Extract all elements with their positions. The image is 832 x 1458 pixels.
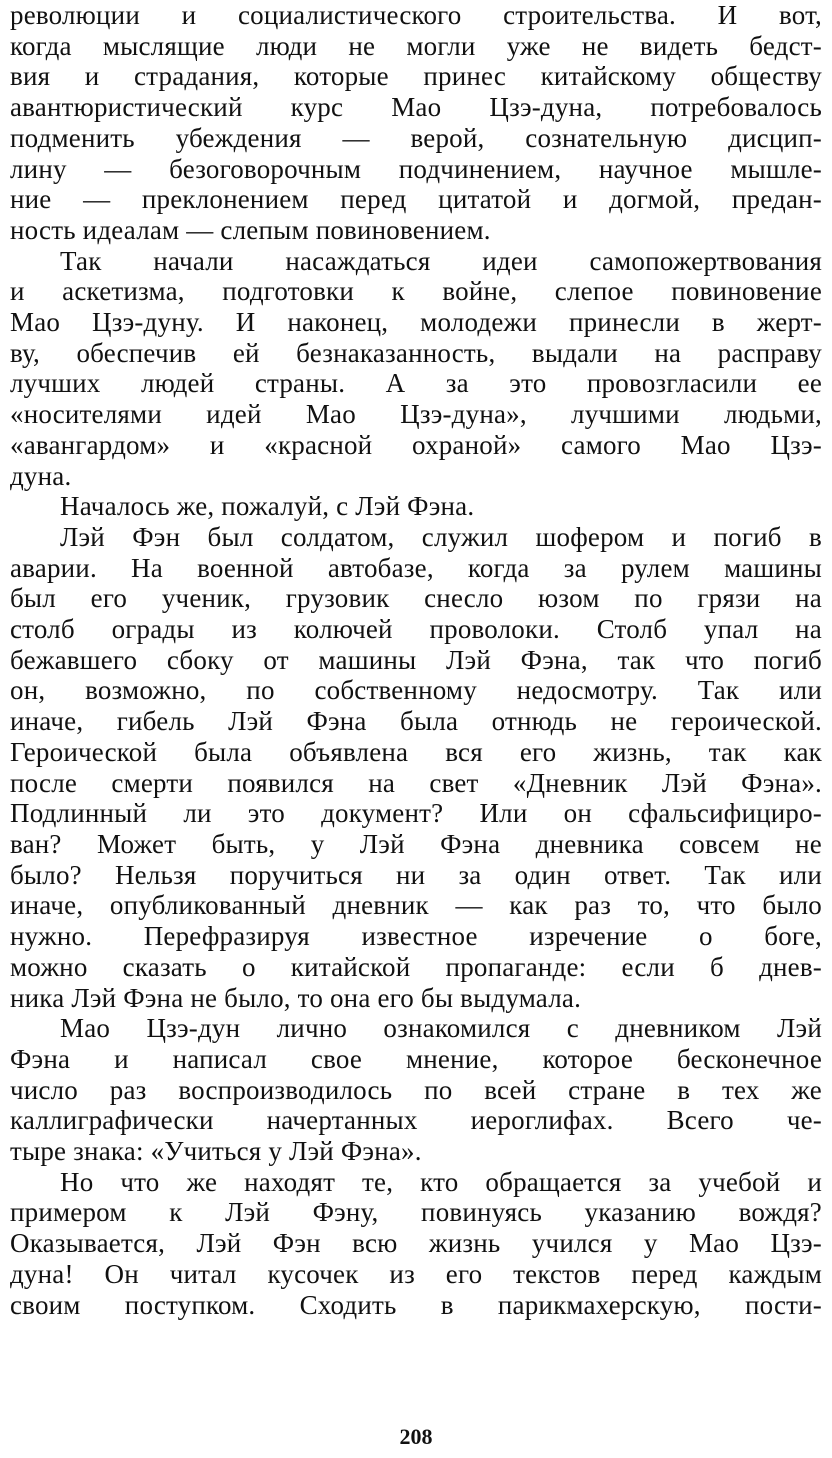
text-line: можно сказать о китайской пропаганде: если б днев- (10, 951, 822, 982)
text-line: «носителями идей Мао Цзэ-дуна», лучшими людьми, (10, 399, 822, 430)
text-line: был его ученик, грузовик снесло юзом по грязи на (10, 583, 822, 614)
text-line: дуна. (10, 460, 72, 491)
text-line: лину — безоговорочным подчинением, научное мышле- (10, 153, 822, 184)
text-line: каллиграфически начертанных иероглифах. Всего че- (10, 1105, 822, 1136)
text-line: ника Лэй Фэна не было, то она его бы выдумала. (10, 982, 582, 1013)
text-line: вия и страдания, которые принес китайскому обществу (10, 61, 822, 92)
text-line: после смерти появился на свет «Дневник Лэй Фэна». (10, 767, 822, 798)
text-line: «авангардом» и «красной охраной» самого Мао Цзэ- (10, 429, 822, 460)
text-line: Героической была объявлена вся его жизнь, так как (10, 736, 822, 767)
text-line: аварии. На военной автобазе, когда за рулем машины (10, 552, 822, 583)
text-line: столб ограды из колючей проволоки. Столб упал на (10, 614, 822, 645)
text-line: нужно. Перефразируя известное изречение о боге, (10, 921, 822, 952)
text-line: Мао Цзэ-дуну. И наконец, молодежи принесли в жерт- (10, 307, 822, 338)
text-line: и аскетизма, подготовки к войне, слепое повиновение (10, 276, 822, 307)
text-line: своим поступком. Сходить в парикмахерскую, пости- (10, 1289, 822, 1320)
text-line: иначе, гибель Лэй Фэна была отнюдь не героической. (10, 706, 822, 737)
text-line: примером к Лэй Фэну, повинуясь указанию вождя? (10, 1197, 822, 1228)
text-line: тыре знака: «Учиться у Лэй Фэна». (10, 1136, 422, 1167)
text-line: ние — преклонением перед цитатой и догмой, предан- (10, 184, 822, 215)
text-line: бежавшего сбоку от машины Лэй Фэна, так что погиб (10, 644, 822, 675)
text-line: ность идеалам — слепым повиновением. (10, 214, 491, 245)
page-number: 208 (399, 1424, 433, 1449)
text-line: Так начали насаждаться идеи самопожертвования (60, 245, 822, 276)
text-line: иначе, опубликованный дневник — как раз то, что было (10, 890, 822, 921)
text-line: авантюристический курс Мао Цзэ-дуна, потребовалось (10, 92, 822, 123)
text-line: он, возможно, по собственному недосмотру. Так или (10, 675, 822, 706)
text-line: Подлинный ли это документ? Или он сфальсифициро- (10, 798, 822, 829)
text-line: Лэй Фэн был солдатом, служил шофером и погиб в (60, 521, 822, 552)
text-line: когда мыслящие люди не могли уже не видеть бедст- (10, 30, 822, 61)
text-line: Но что же находят те, кто обращается за учебой и (60, 1166, 822, 1197)
text-line: Фэна и написал свое мнение, которое бесконечное (10, 1043, 822, 1074)
text-line: революции и социалистического строительства. И вот, (10, 0, 822, 30)
text-line: Мао Цзэ-дун лично ознакомился с дневником Лэй (60, 1013, 822, 1044)
page-body (10, 0, 822, 1320)
text-line: подменить убеждения — верой, сознательную дисцип- (10, 122, 822, 153)
text-line: дуна! Он читал кусочек из его текстов перед каждым (10, 1258, 822, 1289)
text-line: ван? Может быть, у Лэй Фэна дневника совсем не (10, 828, 822, 859)
text-line: лучших людей страны. А за это провозгласили ее (10, 368, 822, 399)
text-line: Началось же, пожалуй, с Лэй Фэна. (60, 491, 475, 522)
text-line: было? Нельзя поручиться ни за один ответ. Так или (10, 859, 822, 890)
text-line: Оказывается, Лэй Фэн всю жизнь учился у Мао Цзэ- (10, 1228, 822, 1259)
text-line: ву, обеспечив ей безнаказанность, выдали на расправу (10, 337, 822, 368)
text-line: число раз воспроизводилось по всей стране в тех же (10, 1074, 822, 1105)
